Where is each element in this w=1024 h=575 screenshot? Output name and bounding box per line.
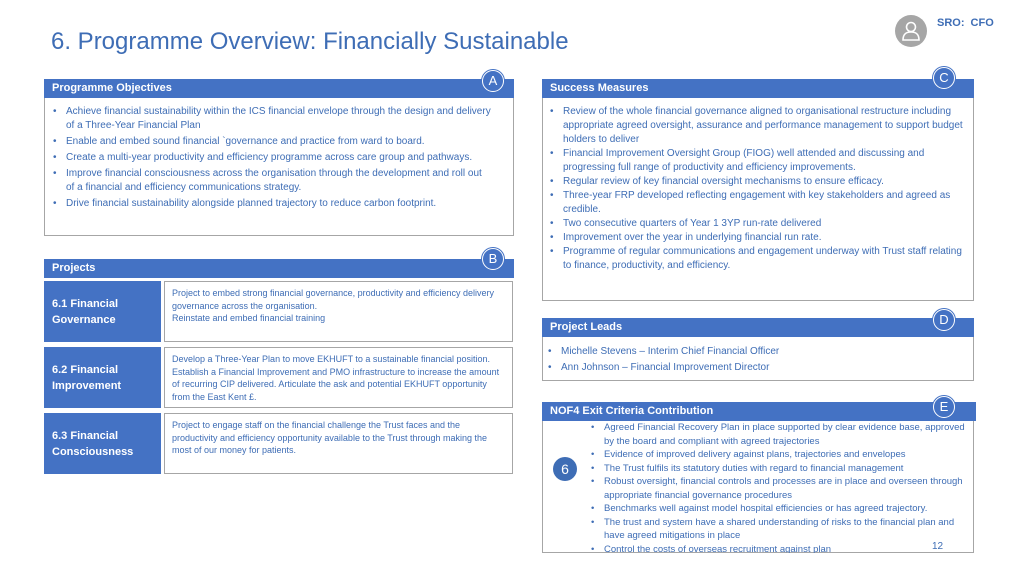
list-item: • Improve financial consciousness across the organisation through the development and roll out of a financial and efficiency communications strategy. (52, 167, 492, 195)
sro-label: SRO: CFO (937, 17, 994, 29)
objectives-list (52, 105, 492, 213)
list-item: • Agreed Financial Recovery Plan in place supported by clear evidence base, approved by the board and compliant with agreed trajectories (590, 421, 966, 448)
list-item: • Review of the whole financial governance aligned to organisational restructure including appropriate agreed oversight, assurance and performance management to support budget holders to deliver (549, 105, 967, 147)
page-number: 12 (932, 541, 944, 552)
list-item: • Benchmarks well against model hospital efficiencies or has agreed trajectory. (590, 502, 966, 516)
list-item: • Drive financial sustainability alongside planned trajectory to reduce carbon footprint. (52, 197, 492, 211)
project-desc-6-2: Develop a Three-Year Plan to move EKHUFT to a sustainable financial position. Establish a Financial Improvement and PMO infrastructure to increase the amount of recurring CIP delivered. Articulate the ask and potential EKHUFT opportunity from the East Kent £. (164, 347, 513, 408)
nof4-list-clip (590, 421, 972, 553)
list-item: • Ann Johnson – Financial Improvement Director (547, 360, 967, 376)
list-item: • Enable and embed sound financial `governance and practice from ward to board. (52, 135, 492, 149)
nof4-header: NOF4 Exit Criteria Contribution (542, 402, 976, 421)
badge-c: C (933, 67, 955, 89)
list-item: • Evidence of improved delivery against plans, trajectories and envelopes (590, 448, 966, 462)
page-title: 6. Programme Overview: Financially Sustainable (51, 28, 569, 55)
list-item: • Regular review of key financial oversight mechanisms to ensure efficacy. (549, 175, 967, 189)
project-label-6-2: 6.2 Financial Improvement (44, 347, 161, 408)
nof4-number: 6 (553, 457, 577, 481)
badge-e: E (933, 396, 955, 418)
list-item: • Achieve financial sustainability within the ICS financial envelope through the design and delivery of a Three-Year Financial Plan (52, 105, 492, 133)
project-label-6-3: 6.3 Financial Consciousness (44, 413, 161, 474)
avatar (895, 15, 927, 47)
leads-header: Project Leads (542, 318, 974, 337)
badge-d: D (933, 309, 955, 331)
list-item: • The Trust fulfils its statutory duties with regard to financial management (590, 462, 966, 476)
list-item: • Improvement over the year in underlying financial run rate. (549, 231, 967, 245)
badge-b: B (482, 248, 504, 270)
projects-header: Projects (44, 259, 514, 278)
list-item: • Control the costs of overseas recruitment against plan (590, 543, 966, 554)
badge-a: A (482, 70, 504, 92)
list-item: • The trust and system have a shared understanding of risks to the financial plan and have agreed mitigations in place (590, 516, 966, 543)
list-item: • Create a multi-year productivity and efficiency programme across care group and pathways. (52, 151, 492, 165)
list-item: • Three-year FRP developed reflecting engagement with key stakeholders and agreed as credible. (549, 189, 967, 217)
leads-list (547, 344, 967, 376)
list-item: • Financial Improvement Oversight Group (FIOG) well attended and discussing and progressing full range of productivity and efficiency improvements. (549, 147, 967, 175)
objectives-header: Programme Objectives (44, 79, 514, 98)
project-desc-6-3: Project to engage staff on the financial challenge the Trust faces and the productivity and efficiency opportunity available to the Trust through making the most of our money for patients. (164, 413, 513, 474)
success-list (549, 105, 967, 273)
list-item: • Two consecutive quarters of Year 1 3YP run-rate delivered (549, 217, 967, 231)
success-header: Success Measures (542, 79, 974, 98)
list-item: • Robust oversight, financial controls and processes are in place and overseen through appropriate financial governance procedures (590, 475, 966, 502)
nof4-list (590, 421, 966, 553)
list-item: • Programme of regular communications and engagement underway with Trust staff relating to finance, productivity, and efficiency. (549, 245, 967, 273)
list-item: • Michelle Stevens – Interim Chief Financial Officer (547, 344, 967, 360)
project-desc-6-1: Project to embed strong financial governance, productivity and efficiency delivery governance across the organisation. Reinstate and embed financial training (164, 281, 513, 342)
project-label-6-1: 6.1 Financial Governance (44, 281, 161, 342)
person-icon (902, 21, 920, 41)
